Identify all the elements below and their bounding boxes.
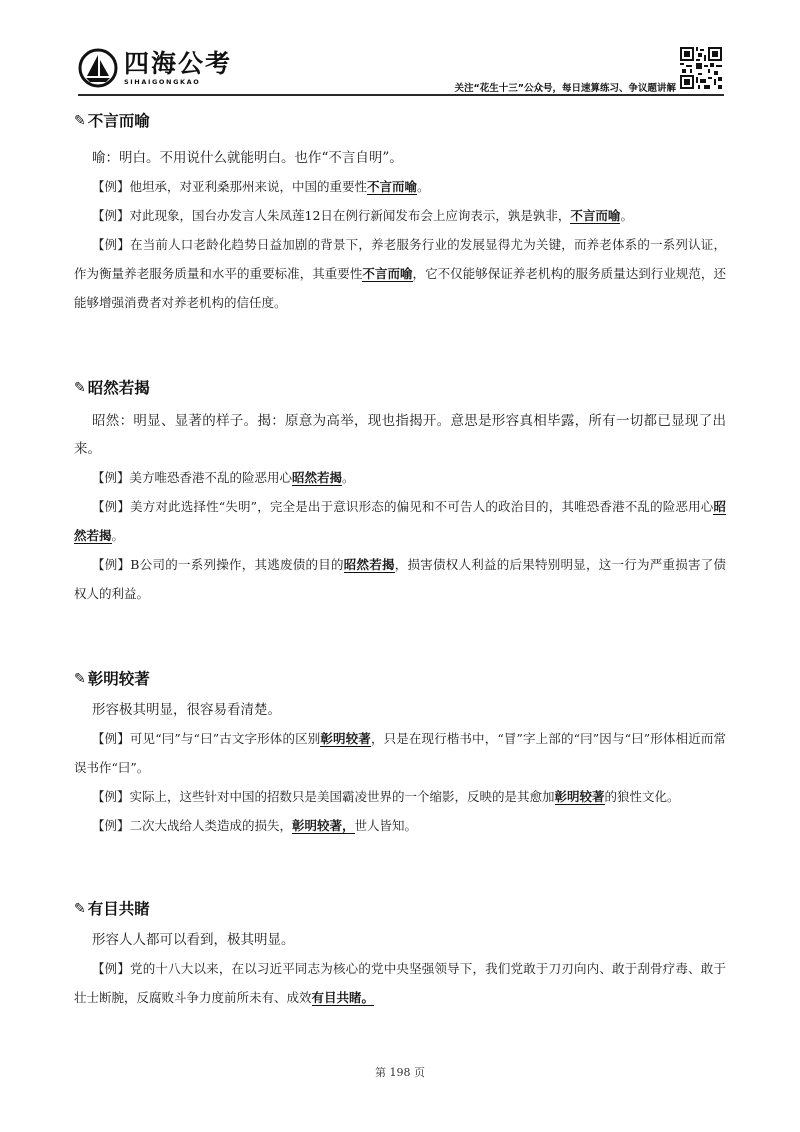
idiom-keyword: 昭然若揭 (292, 470, 343, 485)
idiom-entry (74, 898, 726, 1012)
idiom-entry (74, 668, 726, 840)
example-sentence: 【例】党的十八大以来，在以习近平同志为核心的党中央坚强领导下，我们党敢于刀刃向内、敢于刮骨疗毒、敢于壮士断腕，反腐败斗争力度前所未有、成效有目共睹。 (74, 961, 726, 1005)
idiom-keyword: 彰明较著， (292, 818, 355, 833)
idiom-title (74, 668, 726, 690)
pencil-icon: ✎ (74, 901, 86, 917)
idiom-definition: 昭然：明显、显著的样子。揭：原意为高举，现也指揭开。意思是形容真相毕露，所有一切都已显现了出来。 (74, 413, 726, 457)
pencil-icon: ✎ (74, 671, 86, 687)
pencil-icon: ✎ (74, 113, 86, 129)
logo (78, 48, 232, 88)
example-sentence: 【例】可见“冃”与“曰”古文字形体的区别彰明较著，只是在现行楷书中，“冒”字上部的“冃”因与“曰”形体相近而常误书作“曰”。 (74, 731, 726, 775)
example-sentence: 【例】实际上，这些针对中国的招数只是美国霸凌世界的一个缩影，反映的是其愈加彰明较著的狼性文化。 (92, 789, 680, 804)
sailboat-logo-icon (78, 48, 118, 88)
idiom-keyword: 彰明较著 (554, 789, 605, 804)
example-sentence: 【例】在当前人口老龄化趋势日益加剧的背景下，养老服务行业的发展显得尤为关键，而养老体系的一系列认证，作为衡量养老服务质量和水平的重要标准，其重要性不言而喻，它不仅能够保证养老机构的服务质量达到行业规范，还能够增强消费者对养老机构的信任度。 (74, 237, 726, 310)
idiom-entry (74, 110, 726, 317)
idiom-title-text: 昭然若揭 (87, 379, 150, 397)
idiom-title-text: 有目共睹 (87, 900, 150, 918)
idiom-title (74, 110, 726, 132)
page-number: 第 198 页 (375, 1066, 425, 1079)
idiom-title-text: 彰明较著 (87, 670, 150, 688)
idiom-title (74, 898, 726, 920)
example-sentence: 【例】对此现象，国台办发言人朱凤莲12日在例行新闻发布会上应询表示，孰是孰非，不言而喻。 (92, 208, 633, 223)
idiom-keyword: 不言而喻 (362, 266, 413, 281)
example-sentence: 【例】美方唯恐香港不乱的险恶用心昭然若揭。 (92, 470, 355, 485)
idiom-keyword: 有目共睹。 (311, 990, 375, 1005)
idiom-title-text: 不言而喻 (87, 112, 150, 130)
header-divider (78, 94, 724, 96)
logo-chinese: 四海公考 (124, 48, 233, 78)
example-sentence: 【例】美方对此选择性“失明”，完全是出于意识形态的偏见和不可告人的政治目的，其唯恐香港不乱的险恶用心昭然若揭。 (74, 499, 726, 543)
idiom-entry (74, 377, 726, 608)
idiom-keyword: 不言而喻 (367, 179, 418, 194)
idiom-definition: 形容极其明显，很容易看清楚。 (92, 702, 281, 718)
logo-english: SIHAIGONGKAO (124, 77, 201, 86)
example-sentence: 【例】他坦承，对亚利桑那州来说，中国的重要性不言而喻。 (92, 179, 430, 194)
pencil-icon: ✎ (74, 380, 86, 396)
page-header (0, 0, 800, 100)
example-sentence: 【例】B公司的一系列操作，其逃废债的目的昭然若揭，损害债权人利益的后果特别明显，这一行为严重损害了债权人的利益。 (74, 557, 726, 601)
idiom-keyword: 彰明较著 (320, 731, 371, 746)
qr-code-icon (680, 47, 722, 89)
example-sentence: 【例】二次大战给人类造成的损失，彰明较著，世人皆知。 (92, 818, 418, 833)
page-content (74, 98, 726, 1012)
idiom-definition: 喻：明白。不用说什么就能明白。也作“不言自明”。 (92, 150, 403, 166)
idiom-title (74, 377, 726, 399)
header-slogan: 关注“花生十三”公众号，每日速算练习、争议题讲解 (454, 83, 676, 94)
idiom-keyword: 昭然若揭 (74, 499, 726, 543)
idiom-definition: 形容人人都可以看到，极其明显。 (92, 932, 295, 948)
idiom-keyword: 昭然若揭 (343, 557, 395, 572)
idiom-keyword: 不言而喻 (570, 208, 621, 223)
